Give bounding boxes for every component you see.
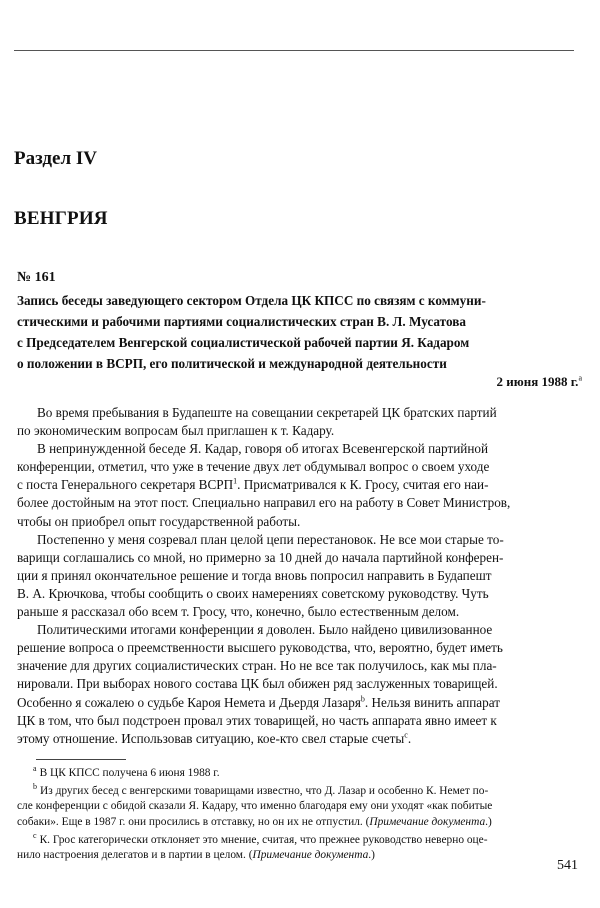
- body-line: [17, 694, 583, 712]
- footnote-ref-1: 1: [233, 476, 238, 486]
- body-line: [17, 730, 583, 748]
- footnote-mark: с: [33, 830, 37, 840]
- title-line: с Председателем Венгерской социалистической рабочей партии Я. Кадаром: [17, 335, 470, 350]
- date-text: 2 июня 1988 г.: [496, 374, 579, 389]
- body-line: решение вопроса о преемственности высшего руководства, что, вероятно, будет иметь: [17, 640, 503, 656]
- body-line: чтобы он приобрел опыт государственной работы.: [17, 513, 301, 529]
- body-text-segment: Особенно я сожалею о судьбе Кароя Немета и Дьердя Лазаря: [17, 694, 361, 710]
- footnote-c: [17, 830, 583, 849]
- body-text-segment: . Присматривался к К. Гросу, считая его наи-: [237, 477, 489, 493]
- body-line: [17, 476, 583, 494]
- document-date: [497, 374, 582, 390]
- title-line: о положении в ВСРП, его политической и международной деятельности: [17, 356, 447, 371]
- body-line: В непринужденной беседе Я. Кадар, говоря об итогах Всевенгерской партийной: [37, 441, 489, 457]
- body-line: варищи соглашались со мной, но примерно за 10 дней до начала партийной конферен-: [17, 549, 504, 565]
- body-line: нировали. При выборах нового состава ЦК был обижен ряд заслуженных товарищей.: [17, 676, 498, 692]
- footnote-text: К. Грос категорически отклоняет это мнение, считая, что прежнее руководство неверно оце-: [39, 833, 488, 846]
- footnote-b-line: сле конференции с обидой сказали Я. Кадару, что именно благодаря ему они уходят «как побитые: [17, 800, 493, 813]
- footnote-mark: а: [33, 764, 37, 774]
- body-line: В. А. Крючкова, чтобы сообщить о своих намерениях советскому руководству. Чуть: [17, 585, 489, 601]
- body-line: Политическими итогами конференции я доволен. Было найдено цивилизованное: [37, 622, 493, 638]
- country-heading: ВЕНГРИЯ: [14, 208, 108, 229]
- body-line: по экономическим вопросам был приглашен к т. Кадару.: [17, 423, 335, 439]
- footnote-note: Примечание документа: [369, 816, 486, 829]
- footnotes: [17, 766, 583, 864]
- body-text-segment: .: [407, 730, 412, 746]
- body-line: раньше я рассказал обо всем т. Гросу, что, конечно, было естественным делом.: [17, 604, 460, 620]
- footnote-text: собаки». Еще в 1987 г. они просились в отставку, но он их не отпустил. (: [17, 816, 370, 829]
- footnote-ref-c: c: [404, 730, 408, 740]
- footnote-b: [17, 781, 583, 800]
- body-line: ции я принял окончательное решение и тогда вновь попросил направить в Будапешт: [17, 567, 492, 583]
- title-line: стическими и рабочими партиями социалистических стран В. Л. Мусатова: [17, 314, 466, 329]
- footnote-rule: [36, 759, 126, 760]
- body-line: более достойным на этот пост. Специально направил его на работу в Совет Министров,: [17, 495, 511, 511]
- body-line: ЦК в том, что был подстроен провал этих товарищей, но часть аппарата явно имеет к: [17, 712, 497, 728]
- footnote-mark: b: [33, 781, 37, 791]
- footnote-text: Из других бесед с венгерскими товарищами известно, что Д. Лазар и особенно К. Немет по-: [40, 784, 489, 797]
- footnote-b-line: [17, 815, 583, 831]
- body-text-segment: . Нельзя винить аппарат: [364, 694, 501, 710]
- footnote-note: Примечание документа: [252, 849, 369, 862]
- footnote-a: [17, 766, 583, 782]
- footnote-c-line: [17, 848, 583, 864]
- body-line: Во время пребывания в Будапеште на совещании секретарей ЦК братских партий: [37, 405, 497, 420]
- footnote-ref-a: а: [578, 373, 582, 383]
- footnote-text: .): [485, 816, 492, 829]
- document-title: [17, 290, 583, 374]
- top-rule: [14, 50, 574, 51]
- body-text-segment: этому отношение. Использовав ситуацию, кое-кто свел старые счеты: [17, 730, 405, 746]
- body-line: значение для других социалистических стран. Но не все так получилось, как мы пла-: [17, 658, 497, 674]
- body-line: конференции, отметил, что уже в течение двух лет обдумывал вопрос о своем уходе: [17, 459, 490, 475]
- document-number: № 161: [17, 270, 56, 285]
- footnote-text: .): [368, 849, 375, 862]
- section-heading: Раздел IV: [14, 148, 97, 169]
- document-body: [17, 404, 583, 748]
- footnote-ref-b: b: [360, 694, 365, 704]
- page-number: 541: [557, 858, 578, 873]
- body-line: Постепенно у меня созревал план целой цепи перестановок. Не все мои старые то-: [37, 531, 504, 547]
- footnote-text: нило настроения делегатов и в партии в целом. (: [17, 849, 253, 862]
- footnote-text: В ЦК КПСС получена 6 июня 1988 г.: [39, 767, 220, 779]
- title-line: Запись беседы заведующего сектором Отдела ЦК КПСС по связям с коммуни-: [17, 293, 486, 308]
- body-text-segment: с поста Генерального секретаря ВСРП: [17, 477, 234, 493]
